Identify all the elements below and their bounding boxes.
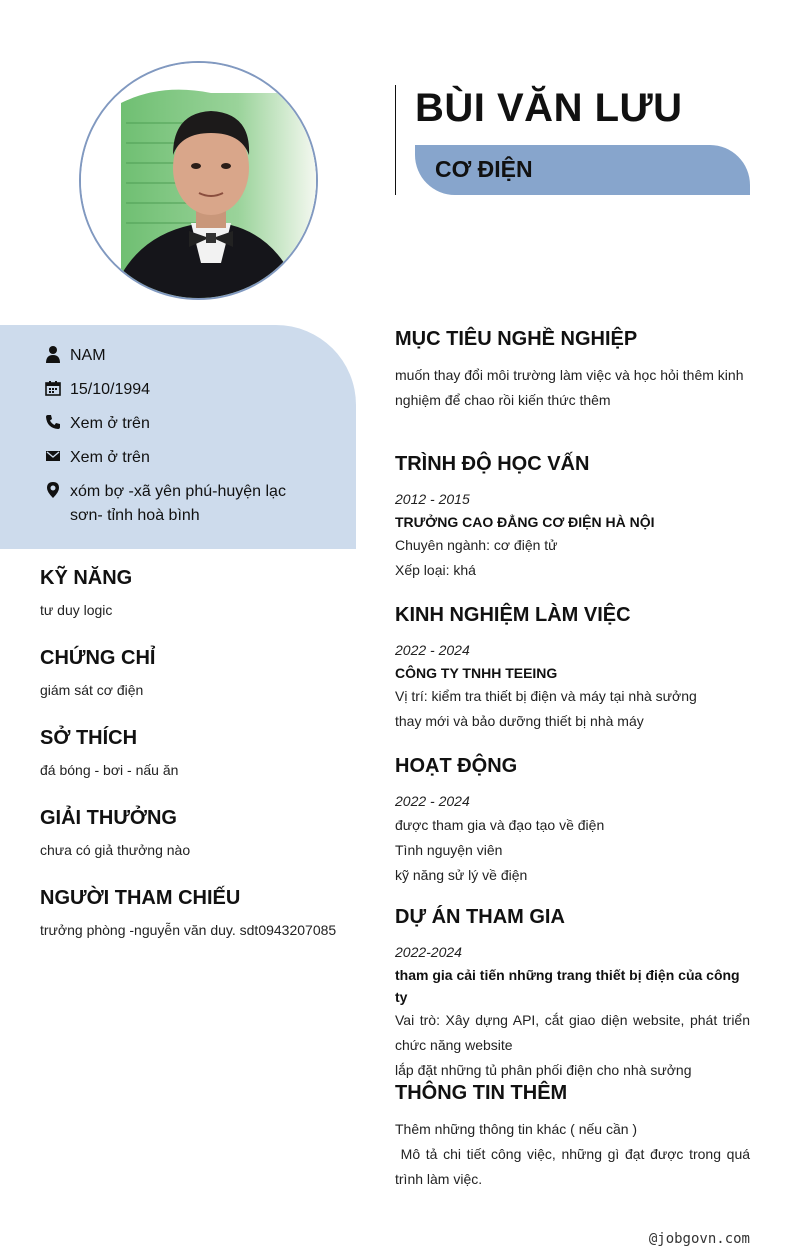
references-body: trưởng phòng -nguyễn văn duy. sdt0943207085 (40, 922, 337, 938)
experience-position: Vị trí: kiểm tra thiết bị điện và máy tại nhà sưởng (395, 688, 697, 704)
awards-title: GIẢI THƯỞNG (40, 807, 177, 829)
hobbies-section (40, 727, 350, 778)
contact-phone (44, 412, 300, 436)
job-title: CƠ ĐIỆN (435, 156, 533, 182)
references-title: NGƯỜI THAM CHIẾU (40, 887, 241, 909)
activities-line: kỹ năng sử lý về điện (395, 867, 528, 883)
certificates-section (40, 647, 350, 698)
awards-body: chưa có giả thưởng nào (40, 842, 191, 858)
additional-description: Mô tả chi tiết công việc, những gì đạt được trong quá trình làm việc. (395, 1146, 754, 1187)
calendar-icon (44, 378, 62, 398)
skills-body: tư duy logic (40, 602, 113, 618)
additional-line: Thêm những thông tin khác ( nếu cần ) (395, 1121, 638, 1137)
projects-section (395, 906, 750, 1083)
projects-title: DỰ ÁN THAM GIA (395, 906, 565, 928)
person-icon (44, 344, 62, 364)
contact-email (44, 446, 300, 470)
skills-section (40, 567, 350, 618)
references-section (40, 887, 350, 938)
education-title: TRÌNH ĐỘ HỌC VẤN (395, 453, 590, 475)
awards-section (40, 807, 350, 858)
skills-title: KỸ NĂNG (40, 567, 133, 589)
gender-text: NAM (70, 347, 106, 364)
job-title-banner (415, 145, 750, 195)
certificates-body: giám sát cơ điện (40, 682, 144, 698)
additional-title: THÔNG TIN THÊM (395, 1082, 568, 1104)
birthday-text: 15/10/1994 (70, 381, 151, 398)
contact-address (44, 480, 300, 528)
hobbies-body: đá bóng - bơi - nấu ăn (40, 762, 179, 778)
watermark: @jobgovn.com (648, 1231, 750, 1247)
activities-section (395, 755, 750, 888)
experience-section (395, 604, 750, 734)
mail-icon (44, 446, 62, 466)
contact-gender (44, 344, 300, 368)
address-text: xóm bợ -xã yên phú-huyện lạc sơn- tỉnh hoà bình (70, 483, 286, 524)
objective-section (395, 328, 750, 413)
experience-title: KINH NGHIỆM LÀM VIỆC (395, 604, 631, 626)
objective-title: MỤC TIÊU NGHỀ NGHIỆP (395, 328, 638, 350)
contact-birthday (44, 378, 300, 402)
activities-title: HOẠT ĐỘNG (395, 755, 518, 777)
phone-icon (44, 412, 62, 432)
projects-date: 2022-2024 (395, 944, 462, 960)
hobbies-title: SỞ THÍCH (40, 727, 138, 749)
education-section (395, 453, 750, 583)
objective-body: muốn thay đổi môi trường làm việc và học hỏi thêm kinh nghiệm để chao rồi kiến thức thêm (395, 367, 744, 408)
project-role: Vai trò: Xây dựng API, cắt giao diện website, phát triển chức năng website (395, 1012, 750, 1053)
experience-company: CÔNG TY TNHH TEEING (395, 665, 558, 681)
education-date: 2012 - 2015 (395, 491, 470, 507)
email-text: Xem ở trên (70, 449, 150, 466)
phone-text: Xem ở trên (70, 415, 150, 432)
candidate-name: BÙI VĂN LƯU (415, 86, 683, 130)
experience-date: 2022 - 2024 (395, 642, 470, 658)
experience-duty: thay mới và bảo dưỡng thiết bị nhà máy (395, 713, 644, 729)
activities-line: được tham gia và đạo tạo về điện (395, 817, 605, 833)
project-task: lắp đặt những tủ phân phối điện cho nhà sưởng (395, 1062, 692, 1078)
header-divider (395, 85, 396, 195)
education-school: TRƯỞNG CAO ĐẲNG CƠ ĐIỆN HÀ NỘI (395, 514, 655, 530)
project-name: tham gia cải tiến những trang thiết bị điện của công ty (395, 967, 740, 1005)
education-major: Chuyên ngành: cơ điện tử (395, 537, 558, 553)
additional-section (395, 1082, 754, 1192)
education-grade: Xếp loại: khá (395, 562, 476, 578)
certificates-title: CHỨNG CHỈ (40, 647, 156, 669)
activities-date: 2022 - 2024 (395, 793, 470, 809)
profile-photo (79, 61, 318, 300)
location-pin-icon (44, 480, 62, 500)
activities-line: Tình nguyện viên (395, 842, 503, 858)
